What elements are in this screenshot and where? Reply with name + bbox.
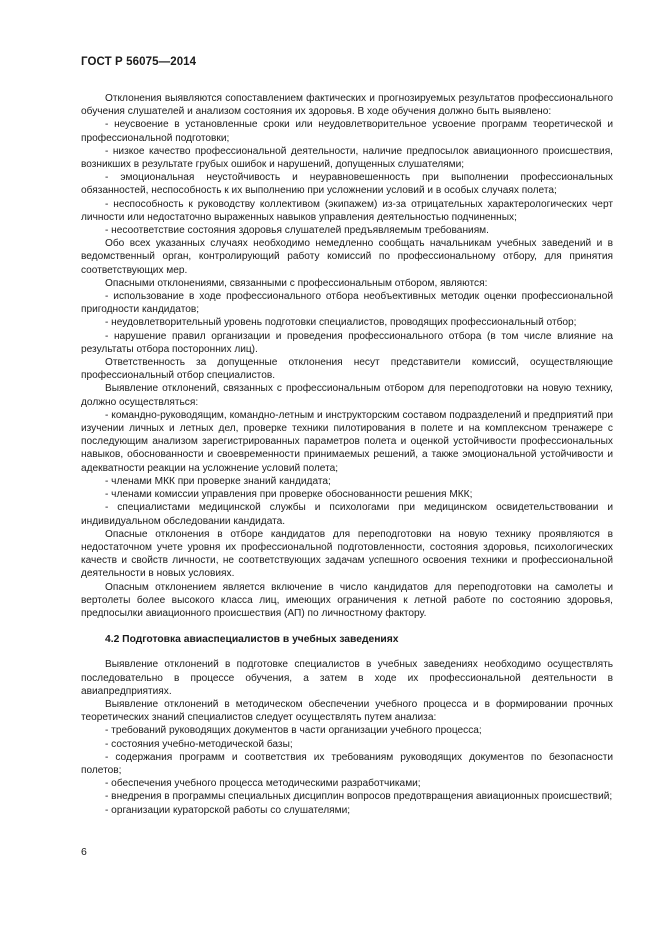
list-item: - организации кураторской работы со слушателями; <box>105 804 351 816</box>
page-number: 6 <box>81 846 87 858</box>
list-item: - несоответствие состояния здоровья слушателей предъявляемым требованиям. <box>105 225 489 237</box>
paragraph: Отклонения выявляются сопоставлением фактических и прогнозируемых результатов профессионального обучения слушателей и анализом состояния их здоровья. В ходе обучения должно быть выявлено: <box>81 93 613 118</box>
paragraph: Опасным отклонением является включение в число кандидатов для переподготовки на самолеты и вертолеты более высокого класса лиц, имеющих ограничения к летной работе по состоянию здоровья, предпосылки авиационного происшествия (АП) по личностному фактору. <box>81 581 613 619</box>
list-item: - эмоциональная неустойчивость и неуравновешенность при выполнении профессиональных обязанностей, неспособность к их выполнению при усложнении условий и в особых случаях полета; <box>81 172 613 197</box>
list-item: - требований руководящих документов в части организации учебного процесса; <box>105 725 482 737</box>
paragraph: Выявление отклонений в методическом обеспечении учебного процесса и в формировании прочных теоретических знаний специалистов следует осуществлять путем анализа: <box>81 698 613 724</box>
list-item: - обеспечения учебного процесса методическими разработчиками; <box>105 778 421 790</box>
paragraph: Выявление отклонений в подготовке специалистов в учебных заведениях необходимо осуществлять последовательно в процессе обучения, а затем в ходе их профессиональной деятельности в авиапредприятиях. <box>81 659 613 697</box>
list-item: - нарушение правил организации и проведения профессионального отбора (в том числе влияние на результаты отбора посторонних лиц). <box>81 330 613 355</box>
list-item: - членами МКК при проверке знаний кандидата; <box>105 475 331 487</box>
list-item: - состояния учебно-методической базы; <box>105 738 293 750</box>
list-item: - неудовлетворительный уровень подготовки специалистов, проводящих профессиональный отбор; <box>105 317 577 329</box>
paragraph: Опасные отклонения в отборе кандидатов для переподготовки на новую технику проявляются в недостаточном учете уровня их профессиональной подготовленности, состояния здоровья, психологических качеств и свойств личности, не соответствующих задачам успешного освоения техники и профессиональной деятельности в новых условиях. <box>81 528 613 580</box>
paragraph: Выявление отклонений, связанных с профессиональным отбором для переподготовки на новую технику, должно осуществляться: <box>81 383 613 408</box>
list-item: - использование в ходе профессионального отбора необъективных методик оценки профессиональной пригодности кандидатов; <box>81 291 613 316</box>
paragraph: Опасными отклонениями, связанными с профессиональным отбором, являются: <box>105 277 488 289</box>
list-item: - членами комиссии управления при проверке обоснованности решения МКК; <box>105 489 473 501</box>
standard-header: ГОСТ Р 56075—2014 <box>81 56 197 68</box>
list-item: - содержания программ и соответствия их требованиям руководящих документов по безопасности полетов; <box>81 751 613 776</box>
section-heading: 4.2 Подготовка авиаспециалистов в учебных заведениях <box>105 634 399 646</box>
list-item: - неусвоение в установленные сроки или неудовлетворительное усвоение программ теоретической и профессиональной подготовки; <box>81 119 613 144</box>
paragraph: Обо всех указанных случаях необходимо немедленно сообщать начальникам учебных заведений и в ведомственный орган, контролирующий работу комиссий по профессиональному отбору, для принятия соответствующих мер. <box>81 238 613 276</box>
list-item: - командно-руководящим, командно-летным и инструкторским составом подразделений и предприятий при изучении личных и летных дел, проверке техники пилотирования в полете и на комплексном тренажере с последующим анализом зарегистрированных параметров полета и оценкой устойчивости профессиональных навыков, обоснованности и своевременности принимаемых решений, а также эмоциональной устойчивости и адекватности реакции на усложнение условий полета; <box>81 409 613 474</box>
paragraph: Ответственность за допущенные отклонения несут представители комиссий, осуществляющие профессиональный отбор специалистов. <box>81 357 613 382</box>
document-body <box>81 92 613 817</box>
list-item: - неспособность к руководству коллективом (экипажем) из-за отрицательных характерологических черт личности или недостаточно выраженных навыков управления деятельностью подчиненных; <box>81 198 613 223</box>
list-item: - специалистами медицинской службы и психологами при медицинском освидетельствовании и индивидуальном обследовании кандидата. <box>81 502 613 527</box>
list-item: - внедрения в программы специальных дисциплин вопросов предотвращения авиационных происшествий; <box>105 791 613 803</box>
list-item: - низкое качество профессиональной деятельности, наличие предпосылок авиационного происшествия, возникших в результате грубых ошибок и нарушений, допущенных слушателями; <box>81 145 613 171</box>
